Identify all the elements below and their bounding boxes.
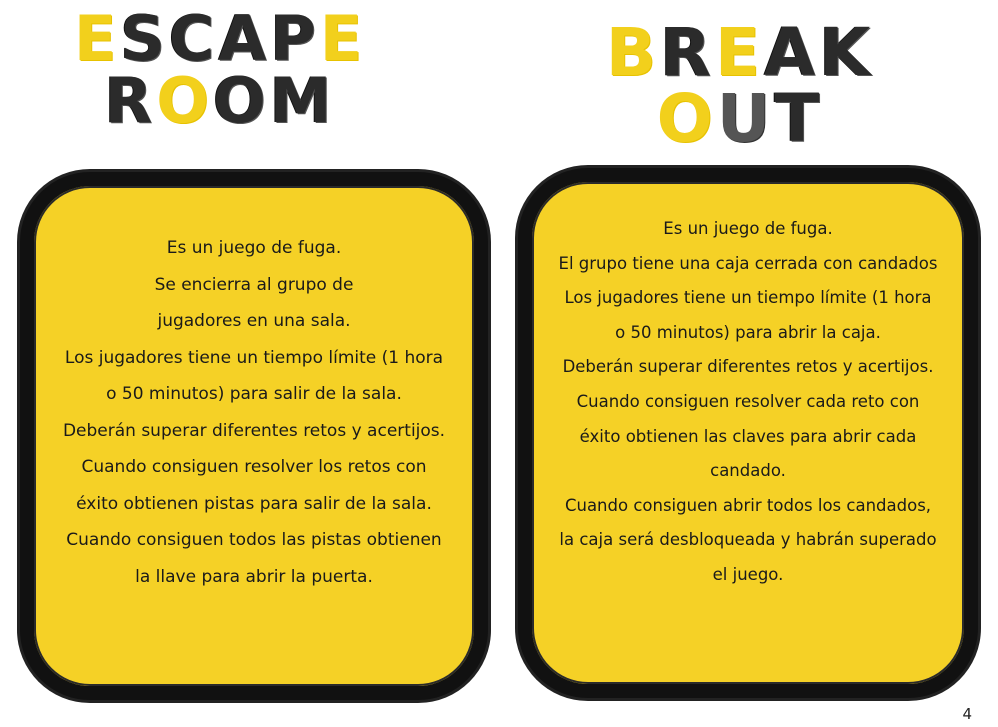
page-number: 4 <box>962 705 972 723</box>
description-line: éxito obtienen las claves para abrir cada <box>579 426 917 446</box>
title-letter: U <box>716 80 775 157</box>
title-letter: R <box>660 14 715 91</box>
description-line: o 50 minutos) para salir de la sala. <box>106 384 402 404</box>
description-line: Es un juego de fuga. <box>166 238 342 258</box>
title-letter: E <box>319 2 367 75</box>
description-line: Cuando consiguen resolver los retos con <box>81 457 427 477</box>
description-line: jugadores en una sala. <box>157 311 351 331</box>
title-line-out <box>590 80 890 157</box>
description-line: la llave para abrir la puerta. <box>135 566 373 587</box>
description-line: Los jugadores tiene un tiempo límite (1 hora <box>564 288 932 308</box>
description-line: Cuando consiguen todos las pistas obtienen <box>66 530 442 550</box>
title-letter: B <box>605 14 661 91</box>
break-out-title <box>590 14 890 157</box>
title-letter: M <box>269 64 336 137</box>
title-letter: T <box>774 80 824 157</box>
title-line-escape <box>40 2 400 75</box>
description-line: el juego. <box>712 564 784 584</box>
title-letter: K <box>819 14 875 91</box>
title-line-room <box>40 64 400 137</box>
title-letter: E <box>714 14 764 91</box>
title-letter: E <box>73 2 121 75</box>
description-line: éxito obtienen pistas para salir de la sala. <box>76 493 432 514</box>
description-line: Cuando consiguen abrir todos los candados, <box>564 495 932 515</box>
description-line: o 50 minutos) para abrir la caja. <box>615 322 881 342</box>
title-letter: A <box>763 14 820 91</box>
description-line: Los jugadores tiene un tiempo límite (1 hora <box>64 347 444 368</box>
description-line: candado. <box>710 461 786 481</box>
title-letter: O <box>656 80 717 157</box>
break-out-description <box>532 212 964 593</box>
title-letter: S <box>120 2 169 75</box>
title-letter: A <box>218 2 271 75</box>
title-letter: C <box>168 2 219 75</box>
description-line: la caja será desbloqueada y habrán superado <box>559 530 937 550</box>
description-line: Deberán superar diferentes retos y acertijos. <box>562 357 934 377</box>
escape-room-card <box>20 172 488 700</box>
description-line: Cuando consiguen resolver cada reto con <box>576 391 920 411</box>
description-line: El grupo tiene una caja cerrada con candados <box>558 253 938 273</box>
description-line: Se encierra al grupo de <box>154 274 354 295</box>
escape-room-title <box>40 2 400 137</box>
title-line-break <box>590 14 890 91</box>
break-out-card <box>518 168 978 698</box>
title-letter: R <box>104 64 157 137</box>
title-letter: O <box>213 64 270 137</box>
description-line: Deberán superar diferentes retos y acertijos. <box>62 420 446 441</box>
title-letter: P <box>270 2 320 75</box>
description-line: Es un juego de fuga. <box>663 219 833 238</box>
escape-room-description <box>34 230 474 595</box>
title-letter: O <box>156 64 214 137</box>
